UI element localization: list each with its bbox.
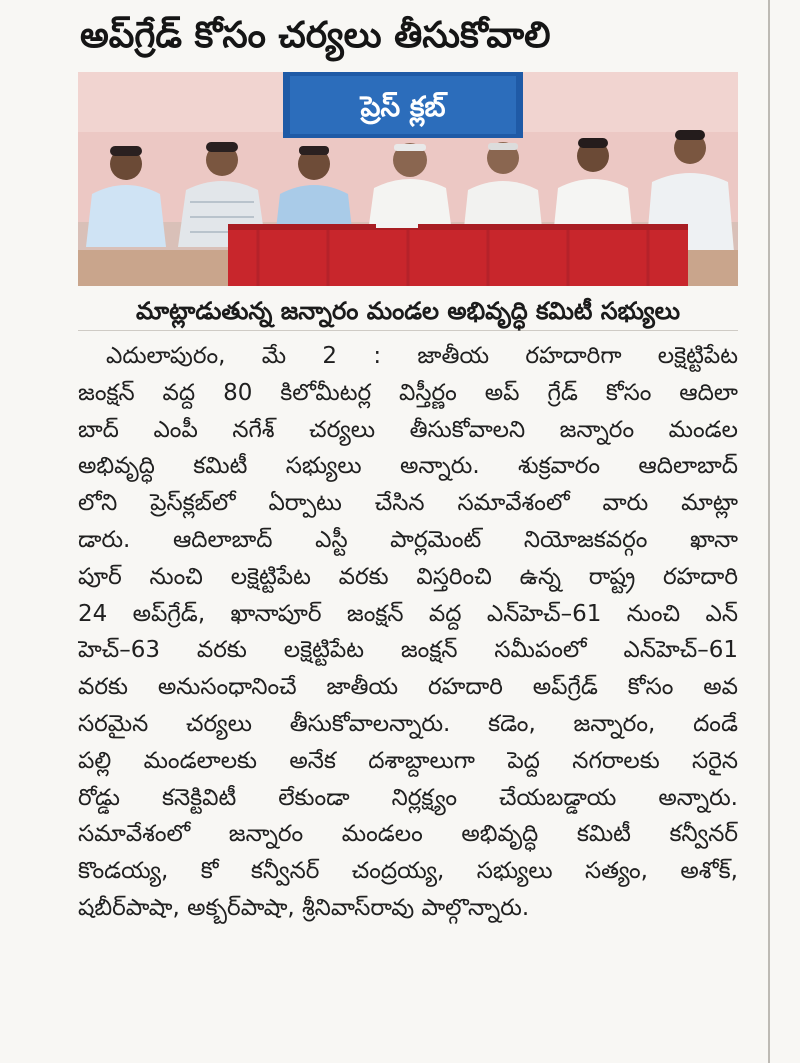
body-line: ఎదులాపురం, మే 2 : జాతీయ రహదారిగా లక్షెట్టిపేట (106, 343, 738, 369)
body-line: సరమైన చర్యలు తీసుకోవాలన్నారు. కడెం, జన్నారం, దండే (78, 710, 738, 737)
body-line: లోని ప్రెస్‌క్లబ్‌లో ఏర్పాటు చేసిన సమావేశంలో వారు మాట్లా (78, 490, 738, 517)
article-body (78, 338, 738, 927)
article-headline: అప్‌గ్రేడ్ కోసం చర్యలు తీసుకోవాలి (80, 15, 551, 56)
banner-text: ప్రెస్ క్లబ్ (360, 90, 446, 123)
body-line: షబీర్‌పాషా, అక్బర్‌పాషా, శ్రీనివాస్‌రావు పాల్గొన్నారు. (78, 894, 530, 921)
press-meet-photo (78, 72, 738, 286)
photo-caption: మాట్లాడుతున్న జన్నారం మండల అభివృద్ధి కమిటీ సభ్యులు (78, 292, 738, 331)
body-line: రోడ్డు కనెక్టివిటీ లేకుండా నిర్లక్ష్యం చేయబడ్డాయ అన్నారు. (78, 784, 738, 811)
body-line: పూర్ నుంచి లక్షెట్టిపేట వరకు విస్తరించి ఉన్న రాష్ట్ర రహదారి (78, 563, 738, 590)
body-line: వరకు అనుసంధానించే జాతీయ రహదారి అప్‌గ్రేడ్ కోసం అవ (78, 674, 738, 701)
body-line: కొండయ్య, కో కన్వీనర్ చంద్రయ్య, సభ్యులు సత్యం, అశోక్, (78, 858, 738, 885)
body-line: బాద్ ఎంపీ నగేశ్ చర్యలు తీసుకోవాలని జన్నారం మండల (78, 416, 738, 443)
body-line: జంక్షన్ వద్ద 80 కిలోమీటర్ల విస్తీర్ణం అప్ గ్రేడ్ కోసం ఆదిలా (78, 379, 738, 406)
body-line: పల్లి మండలాలకు అనేక దశాబ్దాలుగా పెద్ద నగరాలకు సరైన (78, 747, 738, 774)
body-line: 24 అప్‌గ్రేడ్, ఖానాపూర్ జంక్షన్ వద్ద ఎన్‌హెచ్–61 నుంచి ఎన్ (78, 600, 738, 627)
body-line: డారు. ఆదిలాబాద్ ఎస్టీ పార్లమెంట్ నియోజకవర్గం ఖానా (78, 526, 738, 553)
press-club-banner (283, 72, 523, 138)
column-divider (768, 0, 770, 1063)
body-line: సమావేశంలో జన్నారం మండలం అభివృద్ధి కమిటీ కన్వీనర్ (78, 821, 738, 848)
body-line: అభివృద్ధి కమిటీ సభ్యులు అన్నారు. శుక్రవారం ఆదిలాబాద్ (78, 453, 738, 480)
body-line: హెచ్–63 వరకు లక్షెట్టిపేట జంక్షన్ సమీపంలో ఎన్‌హెచ్–61 (78, 637, 738, 664)
